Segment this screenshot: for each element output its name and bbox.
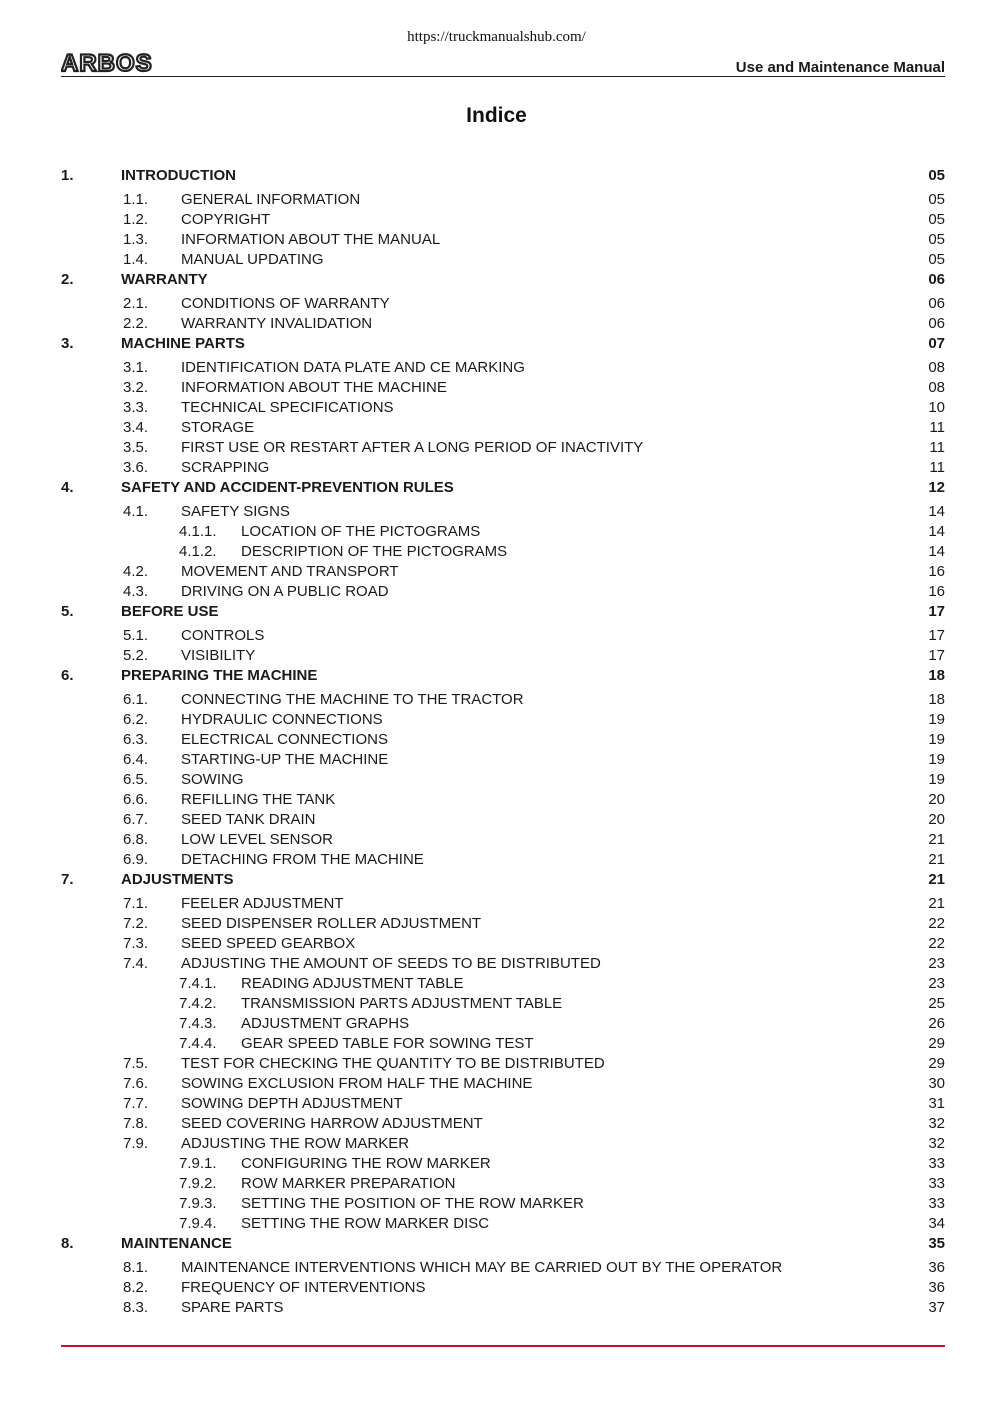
toc-label: INFORMATION ABOUT THE MACHINE	[181, 379, 447, 396]
toc-page-number: 12	[928, 479, 945, 496]
source-url[interactable]: https://truckmanualshub.com/	[407, 29, 586, 45]
toc-page-number: 11	[929, 439, 945, 456]
toc-number: 7.5.	[123, 1055, 149, 1072]
toc-page-number: 17	[928, 627, 945, 644]
toc-label: SETTING THE ROW MARKER DISC	[241, 1215, 490, 1232]
toc-number: 2.2.	[123, 315, 149, 332]
toc-section[interactable]	[61, 626, 945, 646]
toc-page-number: 33	[928, 1175, 945, 1192]
arbos-logo	[61, 52, 179, 74]
toc-number: 3.5.	[123, 439, 149, 456]
toc-label: DESCRIPTION OF THE PICTOGRAMS	[241, 543, 508, 560]
toc-label: ADJUSTMENT GRAPHS	[241, 1015, 410, 1032]
toc-page-number: 16	[928, 563, 945, 580]
toc-page-number: 14	[928, 523, 945, 540]
toc-section[interactable]	[61, 582, 945, 602]
toc-number: 6.8.	[123, 831, 149, 848]
toc-page-number: 30	[928, 1075, 945, 1092]
toc-label: STORAGE	[181, 419, 255, 436]
toc-chapter[interactable]	[61, 478, 945, 498]
toc-section[interactable]	[61, 934, 945, 954]
toc-chapter[interactable]	[61, 166, 945, 186]
toc-section[interactable]	[61, 954, 945, 974]
toc-label: LOW LEVEL SENSOR	[181, 831, 333, 848]
toc-page-number: 05	[928, 191, 945, 208]
toc-section[interactable]	[61, 830, 945, 850]
toc-chapter[interactable]	[61, 870, 945, 890]
toc-page-number: 19	[928, 771, 945, 788]
toc-number: 8.2.	[123, 1279, 149, 1296]
toc-label: FREQUENCY OF INTERVENTIONS	[181, 1279, 426, 1296]
toc-page-number: 11	[929, 419, 945, 436]
toc-section[interactable]	[61, 1054, 945, 1074]
toc-label: CONTROLS	[181, 627, 265, 644]
toc-number: 3.2.	[123, 379, 149, 396]
toc-page-number: 17	[928, 647, 945, 664]
toc-section[interactable]	[61, 378, 945, 398]
toc-chapter[interactable]	[61, 334, 945, 354]
toc-label: DETACHING FROM THE MACHINE	[181, 851, 424, 868]
toc-number: 6.9.	[123, 851, 149, 868]
toc-number: 6.6.	[123, 791, 149, 808]
toc-number: 3.3.	[123, 399, 149, 416]
toc-subsection[interactable]	[61, 1174, 945, 1194]
toc-number: 6.2.	[123, 711, 149, 728]
toc-number: 7.8.	[123, 1115, 149, 1132]
toc-label: CONNECTING THE MACHINE TO THE TRACTOR	[181, 691, 524, 708]
toc-number: 7.4.	[123, 955, 149, 972]
toc-label: TEST FOR CHECKING THE QUANTITY TO BE DISTRIBUTED	[181, 1055, 605, 1072]
toc-subsection[interactable]	[61, 1154, 945, 1174]
toc-label: SOWING EXCLUSION FROM HALF THE MACHINE	[181, 1075, 533, 1092]
toc-page-number: 19	[928, 731, 945, 748]
toc-section[interactable]	[61, 1114, 945, 1134]
toc-section[interactable]	[61, 730, 945, 750]
toc-label: ROW MARKER PREPARATION	[241, 1175, 456, 1192]
toc-label: WARRANTY	[121, 271, 208, 288]
toc-label: STARTING-UP THE MACHINE	[181, 751, 389, 768]
toc-chapter[interactable]	[61, 270, 945, 290]
toc-page-number: 36	[928, 1279, 945, 1296]
toc-page-number: 05	[928, 211, 945, 228]
toc-label: SEED SPEED GEARBOX	[181, 935, 356, 952]
toc-label: INFORMATION ABOUT THE MANUAL	[181, 231, 441, 248]
toc-page-number: 18	[928, 667, 945, 684]
toc-section[interactable]	[61, 190, 945, 210]
toc-label: INTRODUCTION	[121, 167, 236, 184]
toc-number: 6.	[61, 667, 74, 684]
toc-label: ELECTRICAL CONNECTIONS	[181, 731, 388, 748]
toc-number: 7.3.	[123, 935, 149, 952]
toc-section[interactable]	[61, 294, 945, 314]
toc-page-number: 06	[928, 315, 945, 332]
toc-label: SCRAPPING	[181, 459, 270, 476]
toc-label: LOCATION OF THE PICTOGRAMS	[241, 523, 481, 540]
toc-number: 6.4.	[123, 751, 149, 768]
toc-section[interactable]	[61, 250, 945, 270]
toc-subsection[interactable]	[61, 1194, 945, 1214]
toc-section[interactable]	[61, 750, 945, 770]
toc-page-number: 21	[928, 871, 945, 888]
toc-page-number: 33	[928, 1155, 945, 1172]
toc-number: 1.4.	[123, 251, 149, 268]
toc-chapter[interactable]	[61, 666, 945, 686]
toc-label: READING ADJUSTMENT TABLE	[241, 975, 464, 992]
toc-label: CONFIGURING THE ROW MARKER	[241, 1155, 491, 1172]
toc-number: 2.	[61, 271, 74, 288]
toc-number: 7.4.3.	[179, 1015, 217, 1032]
toc-label: MANUAL UPDATING	[181, 251, 324, 268]
toc-page-number: 07	[928, 335, 945, 352]
toc-number: 1.1.	[123, 191, 149, 208]
toc-page-number: 21	[928, 895, 945, 912]
toc-page-number: 14	[928, 543, 945, 560]
toc-number: 6.1.	[123, 691, 149, 708]
toc-section[interactable]	[61, 790, 945, 810]
toc-label: HYDRAULIC CONNECTIONS	[181, 711, 383, 728]
toc-section[interactable]	[61, 398, 945, 418]
toc-page-number: 08	[928, 379, 945, 396]
header-divider	[61, 76, 945, 77]
toc-number: 5.2.	[123, 647, 149, 664]
toc-page-number: 16	[928, 583, 945, 600]
toc-page-number: 36	[928, 1259, 945, 1276]
toc-page-number: 21	[928, 831, 945, 848]
toc-label: SEED TANK DRAIN	[181, 811, 316, 828]
toc-number: 1.3.	[123, 231, 149, 248]
toc-subsection[interactable]	[61, 522, 945, 542]
toc-label: MAINTENANCE INTERVENTIONS WHICH MAY BE CARRIED OUT BY THE OPERATOR	[181, 1259, 783, 1276]
toc-section[interactable]	[61, 1074, 945, 1094]
toc-page-number: 22	[928, 935, 945, 952]
toc-page-number: 05	[928, 231, 945, 248]
toc-subsection[interactable]	[61, 1214, 945, 1234]
toc-label: DRIVING ON A PUBLIC ROAD	[181, 583, 389, 600]
toc-number: 5.1.	[123, 627, 149, 644]
toc-page-number: 37	[928, 1299, 945, 1316]
toc-page-number: 11	[929, 459, 945, 476]
toc-number: 3.	[61, 335, 74, 352]
footer-divider	[61, 1345, 945, 1347]
toc-page-number: 20	[928, 791, 945, 808]
toc-number: 7.7.	[123, 1095, 149, 1112]
toc-section[interactable]	[61, 1258, 945, 1278]
toc-number: 4.3.	[123, 583, 149, 600]
toc-page-number: 06	[928, 295, 945, 312]
toc-label: COPYRIGHT	[181, 211, 271, 228]
table-of-contents	[61, 166, 945, 1318]
toc-number: 2.1.	[123, 295, 149, 312]
toc-page-number: 06	[928, 271, 945, 288]
toc-page-number: 19	[928, 711, 945, 728]
toc-page-number: 32	[928, 1115, 945, 1132]
toc-number: 3.6.	[123, 459, 149, 476]
toc-label: SEED COVERING HARROW ADJUSTMENT	[181, 1115, 483, 1132]
toc-page-number: 23	[928, 955, 945, 972]
toc-section[interactable]	[61, 646, 945, 666]
toc-section[interactable]	[61, 770, 945, 790]
toc-section[interactable]	[61, 438, 945, 458]
toc-page-number: 10	[928, 399, 945, 416]
toc-number: 6.7.	[123, 811, 149, 828]
toc-number: 6.3.	[123, 731, 149, 748]
toc-number: 7.6.	[123, 1075, 149, 1092]
toc-section[interactable]	[61, 210, 945, 230]
toc-page-number: 34	[928, 1215, 945, 1232]
toc-label: TECHNICAL SPECIFICATIONS	[181, 399, 394, 416]
toc-number: 8.3.	[123, 1299, 149, 1316]
toc-label: SPARE PARTS	[181, 1299, 284, 1316]
toc-section[interactable]	[61, 710, 945, 730]
toc-label: MOVEMENT AND TRANSPORT	[181, 563, 399, 580]
toc-label: GENERAL INFORMATION	[181, 191, 361, 208]
toc-label: IDENTIFICATION DATA PLATE AND CE MARKING	[181, 359, 525, 376]
toc-number: 3.4.	[123, 419, 149, 436]
toc-number: 7.9.1.	[179, 1155, 217, 1172]
toc-page-number: 05	[928, 167, 945, 184]
toc-label: SOWING DEPTH ADJUSTMENT	[181, 1095, 403, 1112]
toc-page-number: 25	[928, 995, 945, 1012]
toc-label: ADJUSTMENTS	[121, 871, 234, 888]
toc-subsection[interactable]	[61, 974, 945, 994]
toc-section[interactable]	[61, 810, 945, 830]
toc-page-number: 29	[928, 1055, 945, 1072]
toc-label: FIRST USE OR RESTART AFTER A LONG PERIOD OF INACTIVITY	[181, 439, 644, 456]
toc-subsection[interactable]	[61, 542, 945, 562]
toc-label: PREPARING THE MACHINE	[121, 667, 318, 684]
toc-page-number: 19	[928, 751, 945, 768]
toc-number: 8.1.	[123, 1259, 149, 1276]
toc-label: CONDITIONS OF WARRANTY	[181, 295, 390, 312]
toc-page-number: 29	[928, 1035, 945, 1052]
toc-number: 7.9.2.	[179, 1175, 217, 1192]
toc-page-number: 21	[928, 851, 945, 868]
toc-page-number: 20	[928, 811, 945, 828]
toc-page-number: 14	[928, 503, 945, 520]
toc-label: REFILLING THE TANK	[181, 791, 336, 808]
toc-label: WARRANTY INVALIDATION	[181, 315, 373, 332]
toc-number: 4.1.2.	[179, 543, 217, 560]
toc-section[interactable]	[61, 914, 945, 934]
toc-number: 1.	[61, 167, 74, 184]
toc-chapter[interactable]	[61, 602, 945, 622]
toc-label: ADJUSTING THE AMOUNT OF SEEDS TO BE DISTRIBUTED	[181, 955, 601, 972]
toc-number: 7.1.	[123, 895, 149, 912]
toc-number: 7.4.4.	[179, 1035, 217, 1052]
toc-label: BEFORE USE	[121, 603, 219, 620]
toc-number: 7.9.4.	[179, 1215, 217, 1232]
toc-section[interactable]	[61, 358, 945, 378]
toc-number: 3.1.	[123, 359, 149, 376]
toc-number: 4.2.	[123, 563, 149, 580]
toc-label: ADJUSTING THE ROW MARKER	[181, 1135, 410, 1152]
toc-section[interactable]	[61, 418, 945, 438]
toc-number: 1.2.	[123, 211, 149, 228]
toc-label: MAINTENANCE	[121, 1235, 232, 1252]
toc-number: 4.1.	[123, 503, 149, 520]
toc-label: MACHINE PARTS	[121, 335, 245, 352]
toc-page-number: 22	[928, 915, 945, 932]
toc-page-number: 35	[928, 1235, 945, 1252]
toc-label: SEED DISPENSER ROLLER ADJUSTMENT	[181, 915, 482, 932]
toc-section[interactable]	[61, 314, 945, 334]
toc-number: 4.	[61, 479, 74, 496]
toc-number: 6.5.	[123, 771, 149, 788]
toc-number: 7.9.3.	[179, 1195, 217, 1212]
toc-section[interactable]	[61, 850, 945, 870]
toc-label: SETTING THE POSITION OF THE ROW MARKER	[241, 1195, 584, 1212]
toc-subsection[interactable]	[61, 1034, 945, 1054]
toc-section[interactable]	[61, 502, 945, 522]
toc-page-number: 08	[928, 359, 945, 376]
toc-section[interactable]	[61, 1298, 945, 1318]
toc-section[interactable]	[61, 1278, 945, 1298]
toc-page-number: 23	[928, 975, 945, 992]
toc-page-number: 18	[928, 691, 945, 708]
toc-chapter[interactable]	[61, 1234, 945, 1254]
toc-section[interactable]	[61, 894, 945, 914]
toc-label: TRANSMISSION PARTS ADJUSTMENT TABLE	[241, 995, 563, 1012]
toc-number: 7.	[61, 871, 74, 888]
toc-section[interactable]	[61, 458, 945, 478]
toc-number: 8.	[61, 1235, 74, 1252]
toc-section[interactable]	[61, 1134, 945, 1154]
toc-number: 7.9.	[123, 1135, 149, 1152]
toc-number: 4.1.1.	[179, 523, 217, 540]
toc-label: SAFETY SIGNS	[181, 503, 290, 520]
toc-label: GEAR SPEED TABLE FOR SOWING TEST	[241, 1035, 534, 1052]
toc-page-number: 05	[928, 251, 945, 268]
toc-number: 7.2.	[123, 915, 149, 932]
toc-section[interactable]	[61, 1094, 945, 1114]
toc-section[interactable]	[61, 690, 945, 710]
manual-title: Use and Maintenance Manual	[735, 59, 945, 76]
toc-page-number: 32	[928, 1135, 945, 1152]
toc-section[interactable]	[61, 562, 945, 582]
toc-page-number: 31	[928, 1095, 945, 1112]
toc-subsection[interactable]	[61, 1014, 945, 1034]
toc-label: FEELER ADJUSTMENT	[181, 895, 344, 912]
toc-section[interactable]	[61, 230, 945, 250]
toc-page-number: 26	[928, 1015, 945, 1032]
logo-text: ARBOS	[61, 52, 153, 74]
toc-label: SAFETY AND ACCIDENT-PREVENTION RULES	[121, 479, 454, 496]
toc-number: 5.	[61, 603, 74, 620]
toc-label: VISIBILITY	[181, 647, 256, 664]
toc-label: SOWING	[181, 771, 244, 788]
toc-page-number: 17	[928, 603, 945, 620]
toc-number: 7.4.1.	[179, 975, 217, 992]
toc-page-number: 33	[928, 1195, 945, 1212]
page-title: Indice	[466, 104, 527, 127]
toc-subsection[interactable]	[61, 994, 945, 1014]
toc-number: 7.4.2.	[179, 995, 217, 1012]
